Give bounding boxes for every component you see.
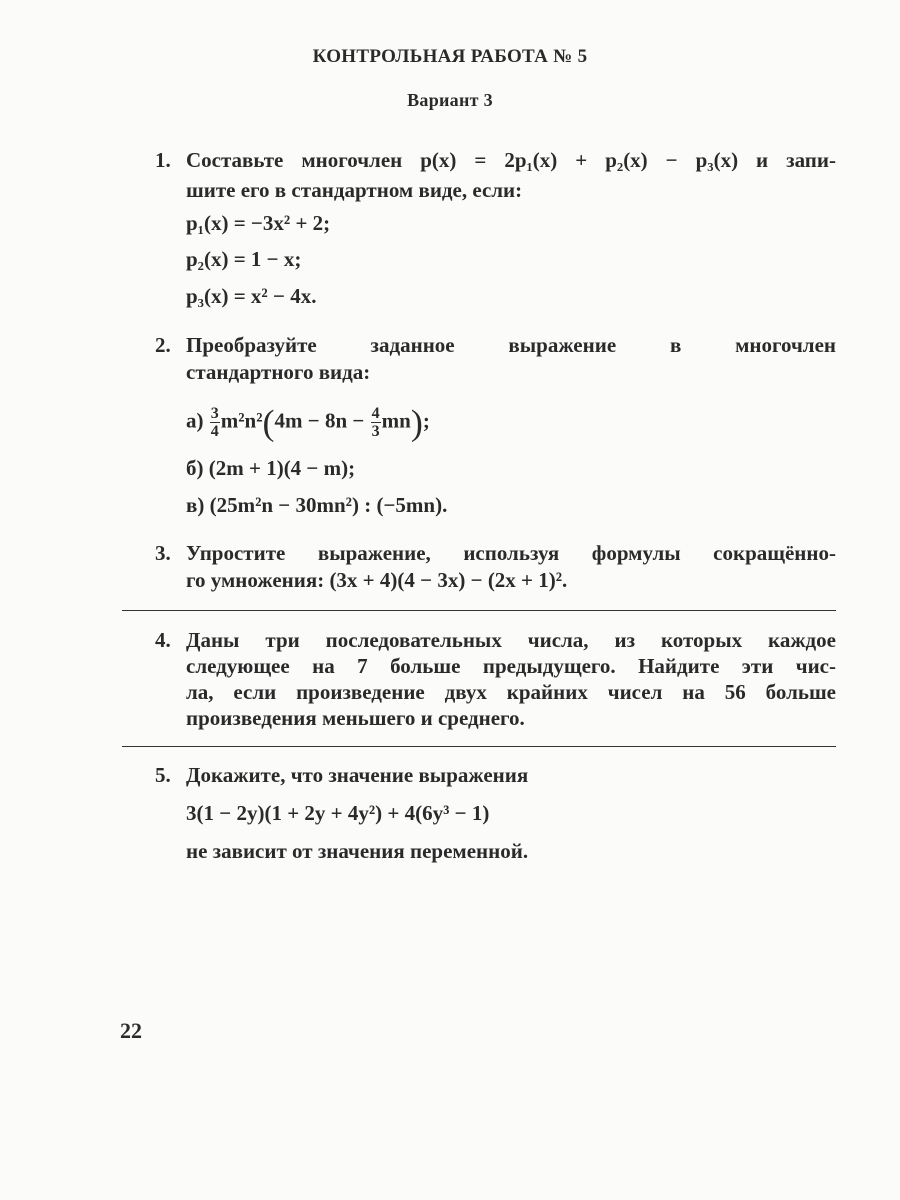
formula-p3: p₃(x) = x² − 4x. — [186, 284, 317, 308]
expr-part: mn — [381, 408, 411, 433]
task-text: стандартного вида: — [186, 360, 371, 384]
expr-part: 4m − 8n − — [274, 408, 370, 433]
denominator: 3 — [371, 423, 380, 440]
task-text: произведения меньшего и среднего. — [186, 706, 525, 730]
task-number: 3. — [155, 541, 171, 565]
page-number: 22 — [120, 1018, 142, 1043]
task-text: Даны три последовательных числа, из которых каждое — [186, 628, 836, 652]
paren-close: ) — [410, 402, 423, 443]
paren-open: ( — [262, 402, 275, 443]
task-number: 1. — [155, 148, 171, 172]
fraction — [210, 405, 220, 440]
divider — [122, 610, 836, 611]
task-text: Составьте многочлен p(x) = 2p₁(x) + p₂(x) − p₃(x) и запи- — [186, 148, 836, 172]
denominator: 4 — [210, 423, 219, 440]
subtask-a — [186, 402, 836, 443]
subtask-b: б) (2m + 1)(4 − m); — [186, 456, 356, 480]
fraction — [371, 405, 381, 440]
task-text: шите его в стандартном виде, если: — [186, 178, 523, 202]
numerator: 4 — [371, 405, 380, 422]
task-text: следующее на 7 больше предыдущего. Найдите эти чис- — [186, 654, 836, 678]
task-number: 2. — [155, 333, 171, 357]
expr-end: ; — [422, 408, 430, 433]
task-text: не зависит от значения переменной. — [186, 839, 529, 863]
task-number: 4. — [155, 628, 171, 652]
task-number: 5. — [155, 763, 171, 787]
task-text: го умножения: (3x + 4)(4 − 3x) − (2x + 1)². — [186, 568, 568, 592]
page-title: КОНТРОЛЬНАЯ РАБОТА № 5 — [312, 46, 588, 67]
task-text: Упростите выражение, используя формулы сокращённо- — [186, 541, 836, 565]
expr-part: m²n² — [220, 408, 263, 433]
numerator: 3 — [210, 405, 219, 422]
formula-p2: p₂(x) = 1 − x; — [186, 247, 302, 271]
variant-label: Вариант 3 — [407, 90, 493, 110]
formula-p1: p₁(x) = −3x² + 2; — [186, 211, 331, 235]
subtask-c: в) (25m²n − 30mn²) : (−5mn). — [186, 493, 448, 517]
divider — [122, 746, 836, 747]
task-text: Докажите, что значение выражения — [186, 763, 529, 787]
expression: 3(1 − 2y)(1 + 2y + 4y²) + 4(6y³ − 1) — [186, 801, 490, 825]
subtask-label: а) — [186, 408, 204, 433]
task-text: ла, если произведение двух крайних чисел на 56 больше — [186, 680, 836, 704]
task-text: Преобразуйте заданное выражение в многочлен — [186, 333, 836, 357]
